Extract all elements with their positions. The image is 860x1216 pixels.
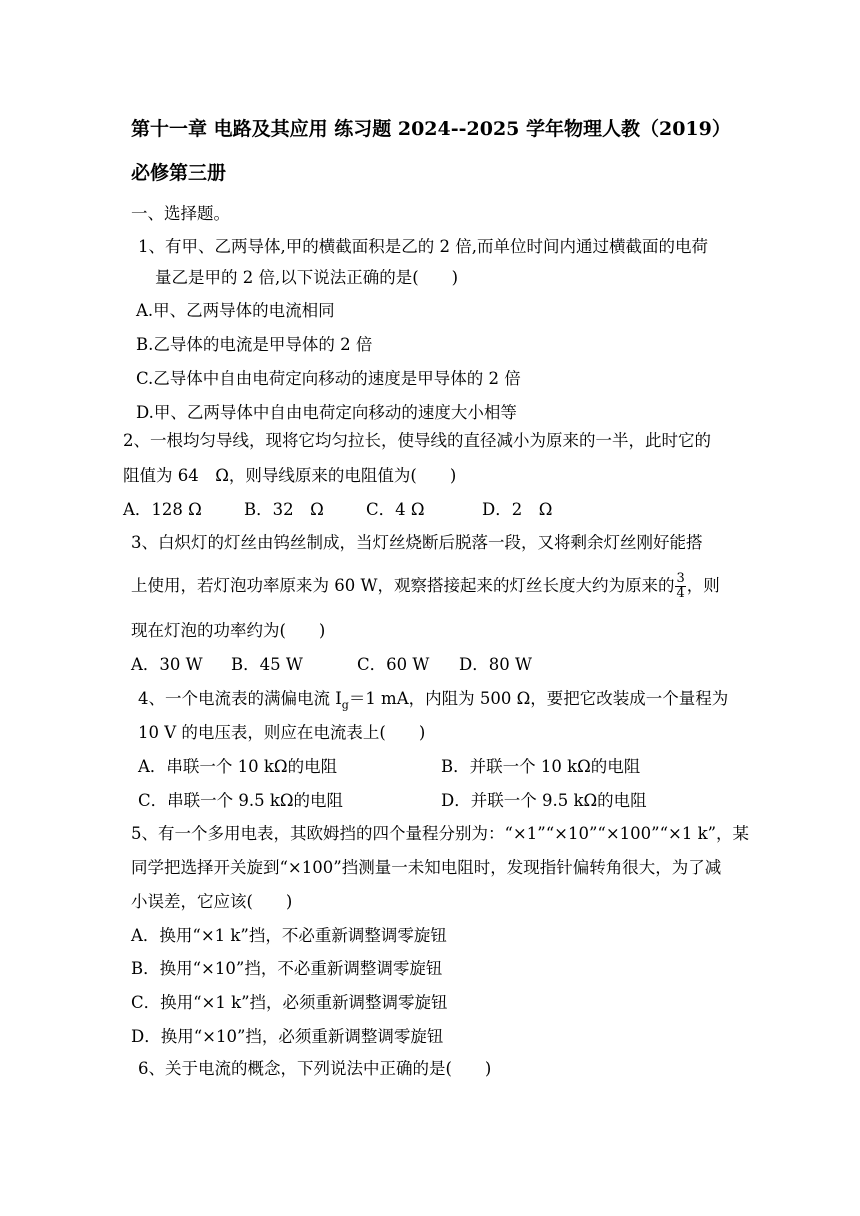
- question-2-option-a: A．128 Ω: [123, 500, 202, 519]
- page-title-continued: 必修第三册: [131, 162, 227, 184]
- question-1-text-cont: 量乙是甲的 2 倍,以下说法正确的是( ): [155, 268, 459, 287]
- question-5-option-d: D．换用“×10”挡，必须重新调整调零旋钮: [131, 1027, 444, 1046]
- question-4-text-segment-end: ＝1 mA，内阻为 500 Ω，要把它改装成一个量程为: [348, 689, 729, 708]
- question-2-text: 2、一根均匀导线，现将它均匀拉长，使导线的直径减小为原来的一半，此时它的: [123, 431, 711, 450]
- question-5-option-c: C．换用“×1 k”挡，必须重新调整调零旋钮: [131, 993, 448, 1012]
- question-4-text-cont: 10 V 的电压表，则应在电流表上( ): [138, 723, 426, 742]
- question-2-option-d: D．2 Ω: [482, 500, 553, 519]
- question-5-option-b: B．换用“×10”挡，不必重新调整调零旋钮: [131, 959, 443, 978]
- question-4-option-d: D．并联一个 9.5 kΩ的电阻: [441, 791, 647, 810]
- question-6-text: 6、关于电流的概念，下列说法中正确的是( ): [138, 1059, 492, 1078]
- question-4-option-a: A．串联一个 10 kΩ的电阻: [138, 757, 338, 776]
- fraction-denominator: 4: [676, 586, 685, 601]
- question-1-option-b: B.乙导体的电流是甲导体的 2 倍: [136, 335, 373, 354]
- question-3-option-c: C．60 W: [357, 655, 430, 674]
- question-5-text-cont-2: 小误差，它应该( ): [131, 892, 293, 911]
- question-3-text-cont: [131, 572, 720, 601]
- question-4-text-segment: 4、一个电流表的满偏电流 I: [138, 689, 342, 708]
- question-1-option-a: A.甲、乙两导体的电流相同: [136, 301, 335, 320]
- subscript: g: [341, 698, 349, 712]
- question-5-text-cont: 同学把选择开关旋到“×100”挡测量一未知电阻时，发现指针偏转角很大，为了减: [131, 858, 722, 877]
- question-3-text-cont-2: 现在灯泡的功率约为( ): [131, 621, 326, 640]
- question-1-option-c: C.乙导体中自由电荷定向移动的速度是甲导体的 2 倍: [136, 369, 521, 388]
- page-title: 第十一章 电路及其应用 练习题 2024--2025 学年物理人教（2019）: [131, 118, 731, 140]
- question-4-option-b: B．并联一个 10 kΩ的电阻: [441, 757, 641, 776]
- section-heading: 一、选择题。: [131, 204, 230, 223]
- question-3-text: 3、白炽灯的灯丝由钨丝制成，当灯丝烧断后脱落一段，又将剩余灯丝刚好能搭: [131, 533, 703, 552]
- fraction: [675, 572, 685, 601]
- question-4-option-c: C．串联一个 9.5 kΩ的电阻: [138, 791, 344, 810]
- question-3-option-b: B．45 W: [231, 655, 303, 674]
- question-5-option-a: A．换用“×1 k”挡，不必重新调整调零旋钮: [131, 926, 447, 945]
- question-2-option-b: B．32 Ω: [244, 500, 324, 519]
- fraction-numerator: 3: [676, 571, 685, 586]
- question-2-text-cont: 阻值为 64 Ω，则导线原来的电阻值为( ): [123, 466, 457, 485]
- question-5-text: 5、有一个多用电表，其欧姆挡的四个量程分别为：“×1”“×10”“×100”“×1 k”，某: [131, 824, 750, 843]
- question-2-option-c: C．4 Ω: [366, 500, 425, 519]
- question-3-text-segment-end: ，则: [686, 576, 720, 595]
- question-1-text: 1、有甲、乙两导体,甲的横截面积是乙的 2 倍,而单位时间内通过横截面的电荷: [138, 237, 708, 256]
- question-4-text: [138, 688, 728, 716]
- question-3-option-a: A．30 W: [131, 655, 203, 674]
- question-3-text-segment: 上使用，若灯泡功率原来为 60 W，观察搭接起来的灯丝长度大约为原来的: [131, 576, 675, 595]
- question-3-option-d: D．80 W: [459, 655, 532, 674]
- question-1-option-d: D.甲、乙两导体中自由电荷定向移动的速度大小相等: [136, 403, 517, 422]
